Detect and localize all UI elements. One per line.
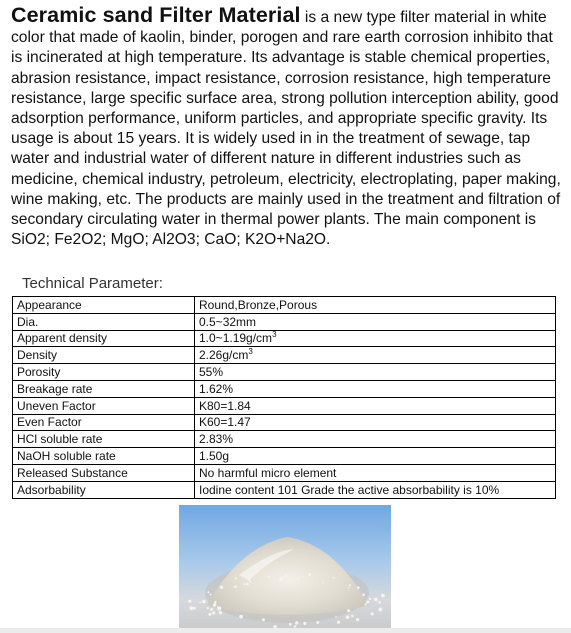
parameter-value-text: 2.26g/cm [199,348,249,363]
product-photo [179,505,391,632]
parameter-value-text: Round,Bronze,Porous [199,297,318,312]
parameter-value [195,397,556,414]
parameter-name: Breakage rate [13,380,195,397]
parameter-value-text: 1.0~1.19g/cm [199,331,273,346]
parameter-value-text: Iodine content 101 Grade the active absorbability is 10% [199,482,500,497]
table-row [13,330,556,347]
parameter-value [195,448,556,465]
parameter-value [195,380,556,397]
parameter-value-text: No harmful micro element [199,465,337,480]
parameter-value [195,364,556,381]
parameter-name: Uneven Factor [13,397,195,414]
parameter-value [195,431,556,448]
table-row [13,397,556,414]
parameter-value [195,347,556,364]
parameter-value [195,330,556,347]
technical-parameter-title: Technical Parameter: [22,275,163,292]
parameter-name: NaOH soluble rate [13,448,195,465]
parameter-name: Adsorbability [13,481,195,498]
parameter-value-text: K60=1.47 [199,415,251,430]
table-row [13,364,556,381]
table-row [13,313,556,330]
technical-parameter-table [12,296,556,499]
parameter-value-text: 55% [199,365,224,380]
table-row [13,481,556,498]
parameter-value-text: K80=1.84 [199,398,251,413]
table-row [13,448,556,465]
parameter-value [195,297,556,314]
table-row [13,297,556,314]
parameter-name: Appearance [13,297,195,314]
product-headline: Ceramic sand Filter Material [11,3,301,27]
table-row [13,347,556,364]
ceramic-sand-pile-image [179,505,391,632]
parameter-name: Dia. [13,313,195,330]
parameter-value [195,481,556,498]
parameter-value-text: 2.83% [199,432,234,447]
table-row [13,414,556,431]
parameter-name: Even Factor [13,414,195,431]
parameter-name: Released Substance [13,464,195,481]
unit-superscript: 3 [272,330,277,340]
parameter-name: Density [13,347,195,364]
parameter-value-text: 1.62% [199,381,234,396]
parameter-value-text: 1.50g [199,449,230,464]
table-row [13,431,556,448]
unit-superscript: 3 [248,347,253,357]
parameter-value-text: 0.5~32mm [199,314,257,329]
parameter-name: Porosity [13,364,195,381]
parameter-value [195,414,556,431]
parameter-value [195,464,556,481]
parameter-name: HCl soluble rate [13,431,195,448]
product-description [11,5,567,250]
table-row [13,380,556,397]
parameter-name: Apparent density [13,330,195,347]
parameter-value [195,313,556,330]
bottom-divider [0,628,571,633]
product-description-text: is a new type filter material in white color that made of kaolin, binder, porogen and rare earth corrosion inhibito that is incinerated at high temperature. Its advantage is stable chemical properties, abrasion resistance, impact resistance, corrosion resistance, high temperature resistance, large specific surface area, strong pollution interception ability, good adsorption performance, uniform particles, and appropriate specific gravity. Its usage is about 15 years. It is widely used in in the treatment of sewage, tap water and industrial water of different nature in different industries such as medicine, chemical industry, petroleum, electricity, electroplating, paper making, wine making, etc. The products are mainly used in the treatment and filtration of secondary circulating water in thermal power plants. The main component is SiO2; Fe2O2; MgO; Al2O3; CaO; K2O+Na2O. [11,9,561,249]
table-row [13,464,556,481]
